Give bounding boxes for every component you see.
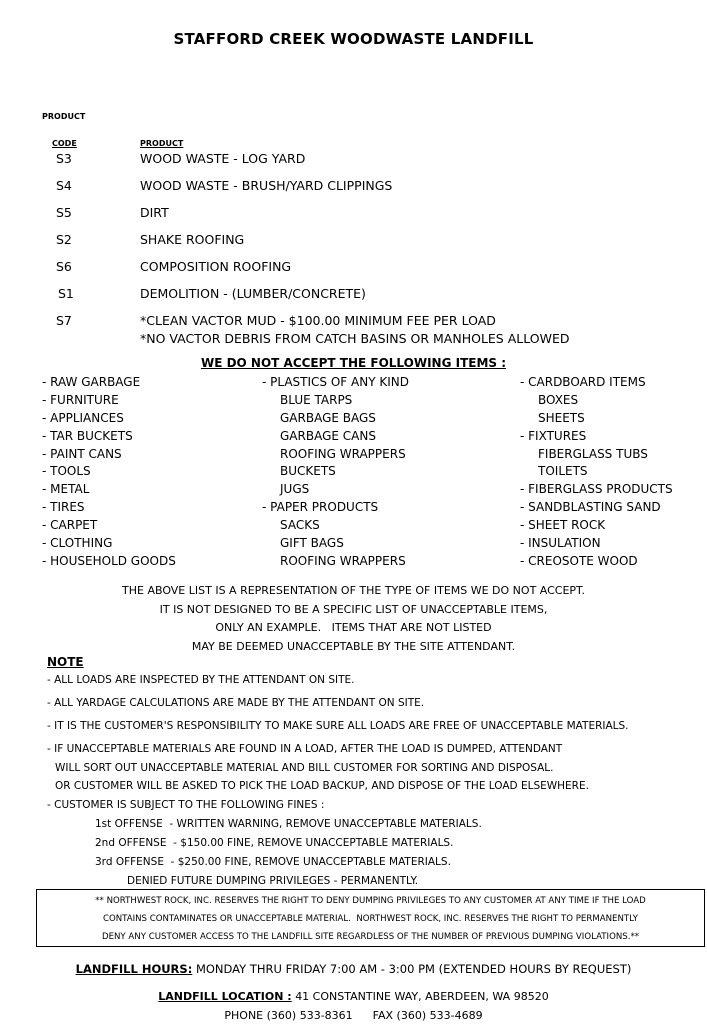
disclaimer-line: MAY BE DEEMED UNACCEPTABLE BY THE SITE ATTENDANT.	[191, 639, 516, 653]
fine-item: 1st OFFENSE - WRITTEN WARNING, REMOVE UNACCEPTABLE MATERIALS.	[95, 818, 482, 830]
list-item: ROOFING WRAPPERS	[280, 446, 406, 461]
note-item-continued: OR CUSTOMER WILL BE ASKED TO PICK THE LOAD BACKUP, AND DISPOSE OF THE LOAD ELSEWHERE.	[55, 780, 589, 792]
product-code: S7	[56, 313, 72, 328]
note-item: - IT IS THE CUSTOMER'S RESPONSIBILITY TO MAKE SURE ALL LOADS ARE FREE OF UNACCEPTABLE MATERIALS.	[47, 720, 629, 732]
product-code: S6	[56, 259, 72, 274]
list-item: - CARPET	[42, 518, 98, 533]
note-item: - IF UNACCEPTABLE MATERIALS ARE FOUND IN A LOAD, AFTER THE LOAD IS DUMPED, ATTENDANT	[47, 743, 563, 755]
not-accepted-heading: WE DO NOT ACCEPT THE FOLLOWING ITEMS :	[200, 356, 507, 370]
note-item: - CUSTOMER IS SUBJECT TO THE FOLLOWING FINES :	[47, 799, 325, 811]
list-item: BUCKETS	[280, 464, 336, 479]
fine-item: DENIED FUTURE DUMPING PRIVILEGES - PERMANENTLY.	[127, 875, 419, 887]
disclaimer-paragraph	[0, 582, 707, 656]
product-name: SHAKE ROOFING	[140, 232, 245, 247]
list-item: - TIRES	[42, 500, 85, 515]
contact-info	[0, 1009, 707, 1022]
landfill-location	[0, 990, 707, 1003]
list-item: GARBAGE CANS	[280, 428, 376, 443]
list-item: GIFT BAGS	[280, 536, 344, 551]
notice-line: DENY ANY CUSTOMER ACCESS TO THE LANDFILL SITE REGARDLESS OF THE NUMBER OF PREVIOUS DUMPING VIOLATIONS.**	[101, 932, 640, 942]
list-item: - METAL	[42, 482, 90, 497]
list-item: - PLASTICS OF ANY KIND	[262, 375, 409, 389]
fax-number: FAX (360) 533-4689	[372, 1009, 483, 1022]
items-column-1	[42, 374, 176, 571]
items-column-2	[262, 374, 409, 571]
disclaimer-line: THE ABOVE LIST IS A REPRESENTATION OF THE TYPE OF ITEMS WE DO NOT ACCEPT.	[122, 584, 585, 597]
list-item: TOILETS	[538, 464, 588, 479]
disclaimer-line: ONLY AN EXAMPLE. ITEMS THAT ARE NOT LISTED	[215, 621, 492, 634]
hours-label: LANDFILL HOURS:	[75, 962, 193, 976]
list-item: - CLOTHING	[42, 536, 113, 551]
list-item: - TOOLS	[42, 464, 91, 479]
fines-list	[47, 796, 482, 891]
list-item: - FIXTURES	[520, 428, 587, 443]
product-name: COMPOSITION ROOFING	[140, 259, 292, 274]
product-code: S1	[58, 286, 74, 301]
product-name-continued: *NO VACTOR DEBRIS FROM CATCH BASINS OR MANHOLES ALLOWED	[140, 331, 570, 346]
note-item-continued: WILL SORT OUT UNACCEPTABLE MATERIAL AND BILL CUSTOMER FOR SORTING AND DISPOSAL.	[55, 762, 554, 774]
phone-number: PHONE (360) 533-8361	[224, 1009, 353, 1022]
note-label: NOTE	[47, 655, 84, 669]
landfill-hours	[0, 962, 707, 976]
product-name: WOOD WASTE - BRUSH/YARD CLIPPINGS	[140, 178, 393, 193]
note-item: - ALL LOADS ARE INSPECTED BY THE ATTENDANT ON SITE.	[47, 674, 355, 686]
product-name: DEMOLITION - (LUMBER/CONCRETE)	[140, 286, 366, 301]
product-name: *CLEAN VACTOR MUD - $100.00 MINIMUM FEE PER LOAD	[140, 313, 496, 328]
list-item: - SANDBLASTING SAND	[520, 500, 661, 515]
location-label: LANDFILL LOCATION :	[158, 990, 292, 1003]
list-item: - RAW GARBAGE	[42, 375, 141, 389]
code-header: CODE	[52, 139, 77, 148]
list-item: BOXES	[538, 392, 579, 407]
product-code: S3	[56, 151, 72, 166]
list-item: - APPLIANCES	[42, 410, 124, 425]
location-value: 41 CONSTANTINE WAY, ABERDEEN, WA 98520	[295, 990, 549, 1003]
product-code: S5	[56, 205, 72, 220]
disclaimer-line: IT IS NOT DESIGNED TO BE A SPECIFIC LIST OF UNACCEPTABLE ITEMS,	[159, 602, 548, 616]
product-name: WOOD WASTE - LOG YARD	[140, 151, 306, 166]
product-name: DIRT	[140, 205, 169, 220]
hours-value: MONDAY THRU FRIDAY 7:00 AM - 3:00 PM (EXTENDED HOURS BY REQUEST)	[195, 962, 632, 976]
list-item: - CREOSOTE WOOD	[520, 553, 638, 568]
list-item: - INSULATION	[520, 536, 601, 551]
product-code: S4	[56, 178, 72, 193]
list-item: - TAR BUCKETS	[42, 428, 133, 443]
list-item: - FURNITURE	[42, 392, 119, 407]
product-header: PRODUCT	[140, 139, 184, 148]
list-item: FIBERGLASS TUBS	[538, 446, 648, 461]
list-item: SACKS	[280, 518, 320, 533]
product-code: S2	[56, 232, 72, 247]
list-item: - PAINT CANS	[42, 446, 122, 461]
list-item: BLUE TARPS	[280, 392, 353, 407]
page-title: STAFFORD CREEK WOODWASTE LANDFILL	[173, 30, 534, 48]
list-item: - HOUSEHOLD GOODS	[42, 553, 176, 568]
reservation-notice-box	[36, 889, 705, 947]
fine-item: 3rd OFFENSE - $250.00 FINE, REMOVE UNACCEPTABLE MATERIALS.	[95, 856, 451, 868]
notice-line: CONTAINS CONTAMINATES OR UNACCEPTABLE MATERIAL. NORTHWEST ROCK, INC. RESERVES THE RIGHT TO PERMANENTLY	[102, 914, 639, 924]
list-item: - FIBERGLASS PRODUCTS	[520, 482, 673, 497]
list-item: - CARDBOARD ITEMS	[520, 375, 646, 389]
list-item: GARBAGE BAGS	[280, 410, 376, 425]
notice-line: ** NORTHWEST ROCK, INC. RESERVES THE RIGHT TO DENY DUMPING PRIVILEGES TO ANY CUSTOMER AT ANY TIME IF THE LOAD	[95, 896, 646, 906]
product-label: PRODUCT	[42, 112, 86, 121]
list-item: SHEETS	[538, 410, 585, 425]
list-item: - PAPER PRODUCTS	[262, 500, 379, 515]
fine-item: 2nd OFFENSE - $150.00 FINE, REMOVE UNACCEPTABLE MATERIALS.	[95, 837, 454, 849]
items-column-3	[520, 374, 673, 571]
note-item: - ALL YARDAGE CALCULATIONS ARE MADE BY THE ATTENDANT ON SITE.	[47, 697, 425, 709]
list-item: ROOFING WRAPPERS	[280, 553, 406, 568]
list-item: - SHEET ROCK	[520, 518, 606, 533]
list-item: JUGS	[280, 482, 310, 497]
